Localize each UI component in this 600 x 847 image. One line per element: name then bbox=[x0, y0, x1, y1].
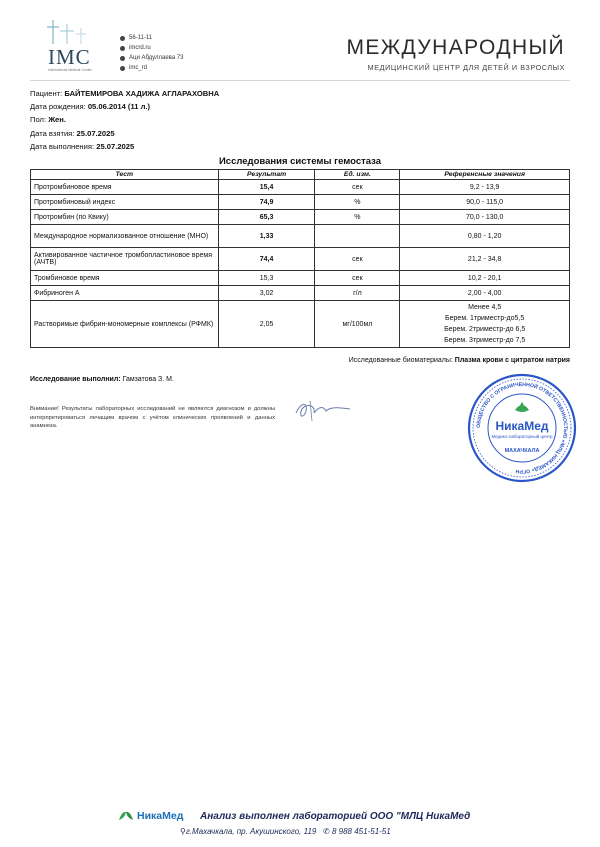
test-reference: 90,0 - 115,0 bbox=[400, 195, 570, 210]
patient-name: БАЙТЕМИРОВА ХАДИЖА АГЛАРАХОВНА bbox=[64, 89, 220, 98]
performer-label: Исследование выполнил: bbox=[30, 376, 121, 383]
analysis-done-date: 25.07.2025 bbox=[96, 141, 135, 151]
phone-icon: ✆ bbox=[323, 827, 330, 836]
test-reference: 70,0 - 130,0 bbox=[400, 210, 570, 225]
footer-brand: НикаМед bbox=[137, 810, 184, 822]
test-reference: 0,80 - 1,20 bbox=[400, 225, 570, 248]
table-header-row bbox=[31, 170, 570, 180]
globe-icon bbox=[120, 46, 125, 51]
test-unit: г/л bbox=[315, 286, 400, 301]
test-reference bbox=[400, 301, 570, 348]
test-unit: % bbox=[315, 195, 400, 210]
biomaterial-note bbox=[349, 357, 570, 364]
test-result: 15,4 bbox=[218, 180, 315, 195]
test-name: Протромбиновое время bbox=[31, 180, 219, 195]
analysis-done-row bbox=[30, 140, 219, 153]
disclaimer-text: Внимание! Результаты лабораторных исследований не являются диагнозом и должны интерпретироваться лечащим врачом с учётом клинических проявлений и данных анамнеза. bbox=[30, 406, 275, 429]
location-icon bbox=[120, 56, 125, 61]
table-row bbox=[31, 301, 570, 348]
patient-birth-row bbox=[30, 100, 219, 113]
patient-sex-row bbox=[30, 113, 219, 126]
test-result: 74,9 bbox=[218, 195, 315, 210]
header-test: Тест bbox=[31, 170, 219, 180]
test-name: Протромбин (по Квику) bbox=[31, 210, 219, 225]
reference-line: Берем. 2триместр-до 6,5 bbox=[444, 326, 526, 333]
test-unit: сек bbox=[315, 180, 400, 195]
patient-birth: 05.06.2014 (11 л.) bbox=[87, 102, 151, 112]
test-result: 65,3 bbox=[218, 210, 315, 225]
test-name: Фибриноген А bbox=[31, 286, 219, 301]
test-result: 1,33 bbox=[218, 225, 315, 248]
header-divider bbox=[30, 80, 570, 81]
performer bbox=[30, 376, 174, 383]
footer-phone: 8 988 451-51-51 bbox=[331, 827, 391, 836]
sample-taken-row bbox=[30, 127, 219, 140]
patient-sex-label: Пол: bbox=[30, 115, 47, 125]
patient-name-label: Пациент: bbox=[30, 89, 63, 98]
test-name: Активированное частичное тромбопластиновое время (АЧТВ) bbox=[31, 248, 219, 271]
test-name: Тромбиновое время bbox=[31, 271, 219, 286]
performer-name: Гамзатова З. М. bbox=[122, 376, 174, 383]
patient-birth-label: Дата рождения: bbox=[30, 102, 86, 112]
patient-info bbox=[30, 87, 219, 153]
clinic-site: imcrd.ru bbox=[129, 45, 151, 51]
patient-sex: Жен. bbox=[48, 115, 66, 125]
table-row bbox=[31, 225, 570, 248]
reference-line: Менее 4,5 bbox=[468, 304, 502, 311]
imc-logo-text: IMC bbox=[48, 45, 91, 69]
clinic-title: МЕЖДУНАРОДНЫЙ bbox=[346, 36, 565, 59]
reference-line: Берем. 3триместр-до 7,5 bbox=[444, 337, 526, 344]
imc-logo-subtitle: International Medical Center bbox=[48, 68, 92, 72]
biomaterial-value: Плазма крови с цитратом натрия bbox=[454, 357, 570, 364]
test-reference: 21,2 - 34,8 bbox=[400, 248, 570, 271]
clinic-address: Аци Абдуллаева 73 bbox=[129, 55, 184, 61]
test-reference: 10,2 - 20,1 bbox=[400, 271, 570, 286]
clinic-phone: 56-11-11 bbox=[129, 35, 153, 41]
test-result: 3,02 bbox=[218, 286, 315, 301]
test-name: Протромбиновый индекс bbox=[31, 195, 219, 210]
test-unit: сек bbox=[315, 248, 400, 271]
stamp-name: НикаМед bbox=[495, 419, 549, 433]
clinic-contacts bbox=[120, 33, 183, 73]
table-row bbox=[31, 286, 570, 301]
footer-address: г.Махачкала, пр. Акушинского, 119 bbox=[185, 827, 317, 836]
table-row bbox=[31, 271, 570, 286]
test-result: 74,4 bbox=[218, 248, 315, 271]
pin-icon: ⚲ bbox=[180, 827, 186, 836]
doctor-signature bbox=[290, 395, 360, 425]
table-row bbox=[31, 210, 570, 225]
stamp-city: МАХАЧКАЛА bbox=[504, 448, 540, 454]
clinic-subtitle: МЕДИЦИНСКИЙ ЦЕНТР ДЛЯ ДЕТЕЙ И ВЗРОСЛЫХ bbox=[367, 63, 565, 72]
table-title: Исследования системы гемостаза bbox=[218, 156, 382, 167]
footer-logo bbox=[118, 810, 183, 822]
test-unit: мг/100мл bbox=[315, 301, 400, 348]
sample-taken-label: Дата взятия: bbox=[30, 128, 75, 138]
test-unit: % bbox=[315, 210, 400, 225]
phone-icon bbox=[120, 36, 125, 41]
header-unit: Ед. изм. bbox=[315, 170, 400, 180]
test-name: Международное нормализованное отношение (МНО) bbox=[31, 225, 219, 248]
test-result: 2,05 bbox=[218, 301, 315, 348]
footer-lab-note: Анализ выполнен лабораторией ООО "МЛЦ НикаМед bbox=[200, 811, 471, 822]
test-unit bbox=[315, 225, 400, 248]
test-name: Растворимые фибрин-мономерные комплексы (РФМК) bbox=[31, 301, 219, 348]
nikamed-stamp bbox=[466, 372, 578, 484]
patient-name-row bbox=[30, 87, 219, 100]
biomaterial-label: Исследованные биоматериалы: bbox=[348, 357, 453, 364]
stamp-subtitle: Медико-лабораторный центр bbox=[491, 434, 553, 439]
results-table bbox=[30, 169, 570, 348]
table-row bbox=[31, 195, 570, 210]
footer-address-line bbox=[180, 827, 391, 836]
instagram-icon bbox=[120, 66, 125, 71]
clinic-instagram: imc_rd bbox=[129, 65, 148, 71]
table-row bbox=[31, 180, 570, 195]
leaf-icon bbox=[118, 810, 134, 822]
test-unit: сек bbox=[315, 271, 400, 286]
test-reference: 9,2 - 13,9 bbox=[400, 180, 570, 195]
test-reference: 2,00 - 4,00 bbox=[400, 286, 570, 301]
sample-taken-date: 25.07.2025 bbox=[76, 128, 115, 138]
header-reference: Референсные значения bbox=[400, 170, 570, 180]
reference-line: Берем. 1триместр-до5,5 bbox=[445, 315, 525, 322]
analysis-done-label: Дата выполнения: bbox=[30, 141, 95, 151]
header-result: Результат bbox=[218, 170, 315, 180]
test-result: 15,3 bbox=[218, 271, 315, 286]
stamp-ring-text: ОБЩЕСТВО С ОГРАНИЧЕННОЙ ОТВЕТСТВЕННОСТЬЮ «МЛЦ НИКАМЕД» ОГРН bbox=[475, 381, 569, 475]
table-row bbox=[31, 248, 570, 271]
